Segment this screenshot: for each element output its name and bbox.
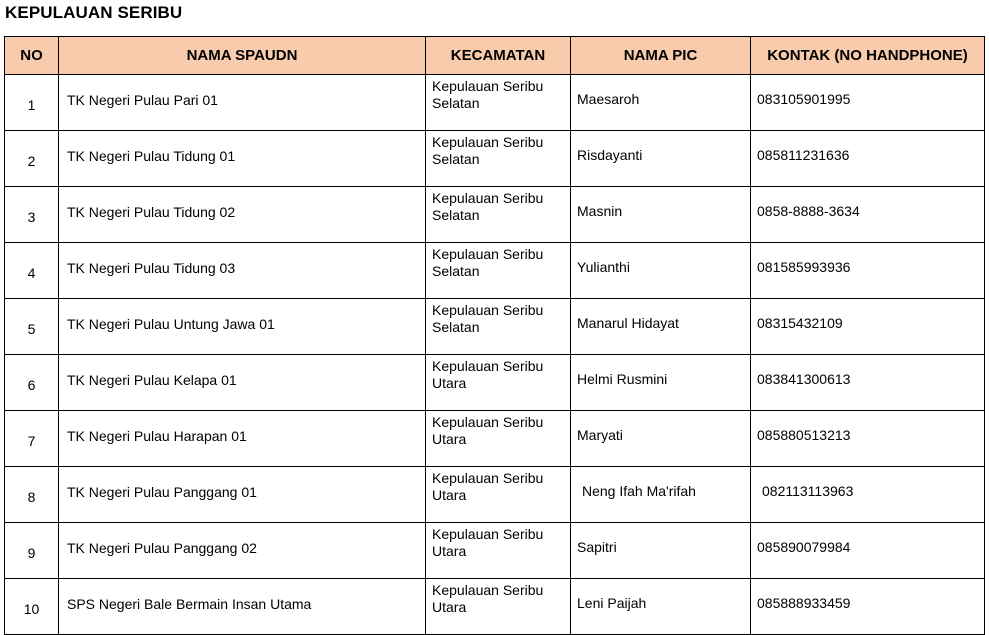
cell-nama-spaudn: TK Negeri Pulau Panggang 01 [59,467,426,523]
cell-nama-spaudn: TK Negeri Pulau Harapan 01 [59,411,426,467]
cell-kecamatan [426,467,571,523]
cell-kecamatan [426,131,571,187]
cell-kecamatan [426,75,571,131]
cell-no: 3 [5,187,59,243]
cell-nama-spaudn: TK Negeri Pulau Untung Jawa 01 [59,299,426,355]
kecamatan-line-2: Utara [432,543,467,559]
kecamatan-line-1: Kepulauan Seribu [432,526,544,542]
cell-no: 9 [5,523,59,579]
cell-kontak: 08315432109 [751,299,985,355]
cell-no: 4 [5,243,59,299]
cell-nama-pic: Neng Ifah Ma'rifah [571,467,751,523]
cell-kontak: 082113113963 [751,467,985,523]
cell-nama-pic: Maesaroh [571,75,751,131]
kecamatan-line-1: Kepulauan Seribu [432,302,544,318]
kecamatan-line-1: Kepulauan Seribu [432,246,544,262]
cell-nama-spaudn: TK Negeri Pulau Kelapa 01 [59,355,426,411]
cell-kontak: 0858-8888-3634 [751,187,985,243]
cell-kontak: 081585993936 [751,243,985,299]
kecamatan-line-2: Utara [432,599,467,615]
cell-nama-spaudn: TK Negeri Pulau Panggang 02 [59,523,426,579]
spaudn-table [4,36,985,635]
cell-kecamatan [426,243,571,299]
kecamatan-line-2: Selatan [432,95,480,111]
kecamatan-line-2: Utara [432,375,467,391]
table-row [5,75,985,131]
page-title: KEPULAUAN SERIBU [5,3,183,22]
cell-kecamatan [426,579,571,635]
kecamatan-line-2: Selatan [432,151,480,167]
cell-nama-pic: Masnin [571,187,751,243]
cell-kecamatan [426,411,571,467]
kecamatan-line-1: Kepulauan Seribu [432,190,544,206]
cell-nama-spaudn: TK Negeri Pulau Tidung 03 [59,243,426,299]
header-kontak: KONTAK (NO HANDPHONE) [751,37,985,75]
cell-kecamatan [426,299,571,355]
cell-kontak: 083105901995 [751,75,985,131]
cell-nama-spaudn: TK Negeri Pulau Pari 01 [59,75,426,131]
cell-nama-pic: Yulianthi [571,243,751,299]
header-kecamatan: KECAMATAN [426,37,571,75]
cell-no: 2 [5,131,59,187]
header-nama-spaudn: NAMA SPAUDN [59,37,426,75]
cell-nama-pic: Maryati [571,411,751,467]
cell-nama-pic: Helmi Rusmini [571,355,751,411]
kecamatan-line-2: Utara [432,431,467,447]
kecamatan-line-1: Kepulauan Seribu [432,134,544,150]
kecamatan-line-2: Selatan [432,319,480,335]
cell-kontak: 085888933459 [751,579,985,635]
cell-kontak: 083841300613 [751,355,985,411]
kecamatan-line-2: Selatan [432,207,480,223]
table-row [5,579,985,635]
cell-nama-pic: Leni Paijah [571,579,751,635]
kecamatan-line-1: Kepulauan Seribu [432,582,544,598]
cell-nama-spaudn: TK Negeri Pulau Tidung 01 [59,131,426,187]
cell-no: 8 [5,467,59,523]
cell-kecamatan [426,523,571,579]
table-row [5,243,985,299]
cell-kontak: 085880513213 [751,411,985,467]
header-no: NO [5,37,59,75]
cell-kontak: 085811231636 [751,131,985,187]
table-row [5,411,985,467]
table-row [5,187,985,243]
table-header-row [5,37,985,75]
cell-kecamatan [426,187,571,243]
table-row [5,523,985,579]
cell-nama-spaudn: SPS Negeri Bale Bermain Insan Utama [59,579,426,635]
cell-kontak: 085890079984 [751,523,985,579]
cell-no: 5 [5,299,59,355]
table-row [5,131,985,187]
cell-no: 10 [5,579,59,635]
table-row [5,467,985,523]
kecamatan-line-2: Selatan [432,263,480,279]
cell-nama-pic: Manarul Hidayat [571,299,751,355]
cell-no: 1 [5,75,59,131]
cell-nama-spaudn: TK Negeri Pulau Tidung 02 [59,187,426,243]
kecamatan-line-1: Kepulauan Seribu [432,470,544,486]
cell-kecamatan [426,355,571,411]
table-row [5,355,985,411]
table-row [5,299,985,355]
cell-nama-pic: Risdayanti [571,131,751,187]
kecamatan-line-1: Kepulauan Seribu [432,78,544,94]
cell-no: 7 [5,411,59,467]
cell-nama-pic: Sapitri [571,523,751,579]
kecamatan-line-1: Kepulauan Seribu [432,358,544,374]
header-nama-pic: NAMA PIC [571,37,751,75]
cell-no: 6 [5,355,59,411]
kecamatan-line-1: Kepulauan Seribu [432,414,544,430]
kecamatan-line-2: Utara [432,487,467,503]
